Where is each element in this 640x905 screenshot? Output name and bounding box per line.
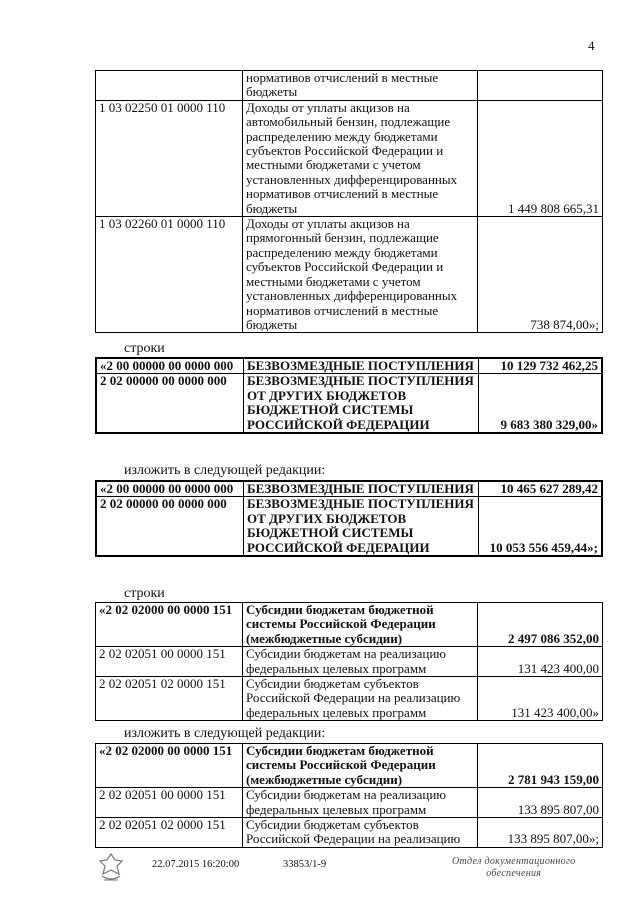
department-stamp (452, 856, 575, 880)
label-stroki: строки (124, 341, 165, 356)
description-cell: Субсидии бюджетам бюджетной системы Российской Федерации (межбюджетные субсидии) (243, 744, 478, 788)
description-cell: Доходы от уплаты акцизов на прямогонный бензин, подлежащие распределению между бюджетами субъектов Российской Федерации и местными бюджетами с учетом установленных дифференцированных нормативов отчислений в местные бюджеты (243, 217, 478, 333)
code-cell: 2 02 00000 00 0000 000 (96, 374, 244, 433)
amount-cell: 10 465 627 289,42 (479, 481, 603, 497)
table-row (96, 71, 603, 101)
amount-cell: 2 781 943 159,00 (478, 744, 603, 788)
code-cell: 2 02 02051 02 0000 151 (96, 818, 243, 848)
label-stroki: строки (124, 586, 165, 601)
table-row (96, 481, 602, 497)
table-row (96, 100, 603, 216)
revenue-table-gratuitous-new (95, 480, 603, 557)
code-cell: 2 02 02051 02 0000 151 (96, 677, 243, 721)
amount-cell: 2 497 086 352,00 (478, 603, 603, 647)
code-cell: 1 03 02250 01 0000 110 (96, 100, 243, 216)
amount-cell: 133 895 807,00»; (478, 818, 603, 848)
table-row (96, 744, 603, 788)
amount-cell (478, 71, 603, 101)
amount-cell: 1 449 808 665,31 (478, 100, 603, 216)
table-row (96, 677, 603, 721)
description-cell: нормативов отчислений в местные бюджеты (243, 71, 478, 101)
table-row (96, 603, 603, 647)
description-cell: БЕЗВОЗМЕЗДНЫЕ ПОСТУПЛЕНИЯ (244, 481, 479, 497)
page-number: 4 (588, 38, 595, 53)
code-cell: 1 03 02260 01 0000 110 (96, 217, 243, 333)
stamp-line: Отдел документационного (452, 856, 576, 867)
description-cell: Доходы от уплаты акцизов на автомобильный бензин, подлежащие распределению между бюджетами субъектов Российской Федерации и местными бюджетами с учетом установленных дифференцированных нормативов отчислений в местные бюджеты (243, 100, 478, 216)
description-cell: Субсидии бюджетам субъектов Российской Федерации на реализацию федеральных целевых программ (243, 677, 478, 721)
subsidies-table-old (95, 602, 603, 721)
revenue-table-excise (95, 70, 603, 333)
code-cell: «2 02 02000 00 0000 151 (96, 603, 243, 647)
description-cell: БЕЗВОЗМЕЗДНЫЕ ПОСТУПЛЕНИЯ ОТ ДРУГИХ БЮДЖЕТОВ БЮДЖЕТНОЙ СИСТЕМЫ РОССИЙСКОЙ ФЕДЕРАЦИИ (244, 497, 479, 556)
description-cell: Субсидии бюджетам на реализацию федеральных целевых программ (243, 788, 478, 818)
subsidies-table-new (95, 743, 603, 848)
description-cell: Субсидии бюджетам бюджетной системы Российской Федерации (межбюджетные субсидии) (243, 603, 478, 647)
code-cell: 2 02 02051 00 0000 151 (96, 788, 243, 818)
code-cell: «2 00 00000 00 0000 000 (96, 481, 244, 497)
emblem-icon (96, 852, 126, 884)
amount-cell: 9 683 380 329,00» (479, 374, 603, 433)
amount-cell: 131 423 400,00 (478, 647, 603, 677)
code-cell (96, 71, 243, 101)
table-row (96, 374, 602, 433)
amount-cell: 738 874,00»; (478, 217, 603, 333)
table-row (96, 788, 603, 818)
footer-doc-number: 33853/1-9 (283, 859, 327, 870)
revenue-table-gratuitous-old (95, 357, 603, 434)
amount-cell: 10 129 732 462,25 (479, 358, 603, 374)
table-row (96, 217, 603, 333)
description-cell: Субсидии бюджетам субъектов Российской Федерации на реализацию (243, 818, 478, 848)
amount-cell: 10 053 556 459,44»; (479, 497, 603, 556)
table-row (96, 358, 602, 374)
table-row (96, 647, 603, 677)
label-izlozhit: изложить в следующей редакции: (124, 726, 326, 741)
description-cell: БЕЗВОЗМЕЗДНЫЕ ПОСТУПЛЕНИЯ ОТ ДРУГИХ БЮДЖЕТОВ БЮДЖЕТНОЙ СИСТЕМЫ РОССИЙСКОЙ ФЕДЕРАЦИИ (244, 374, 479, 433)
stamp-line: обеспечения (486, 868, 542, 879)
label-izlozhit: изложить в следующей редакции: (124, 463, 326, 478)
description-cell: БЕЗВОЗМЕЗДНЫЕ ПОСТУПЛЕНИЯ (244, 358, 479, 374)
footer-datetime: 22.07.2015 16:20:00 (152, 859, 240, 870)
table-row (96, 497, 602, 556)
description-cell: Субсидии бюджетам на реализацию федеральных целевых программ (243, 647, 478, 677)
amount-cell: 133 895 807,00 (478, 788, 603, 818)
table-row (96, 818, 603, 848)
amount-cell: 131 423 400,00» (478, 677, 603, 721)
code-cell: «2 00 00000 00 0000 000 (96, 358, 244, 374)
code-cell: 2 02 02051 00 0000 151 (96, 647, 243, 677)
code-cell: 2 02 00000 00 0000 000 (96, 497, 244, 556)
code-cell: «2 02 02000 00 0000 151 (96, 744, 243, 788)
